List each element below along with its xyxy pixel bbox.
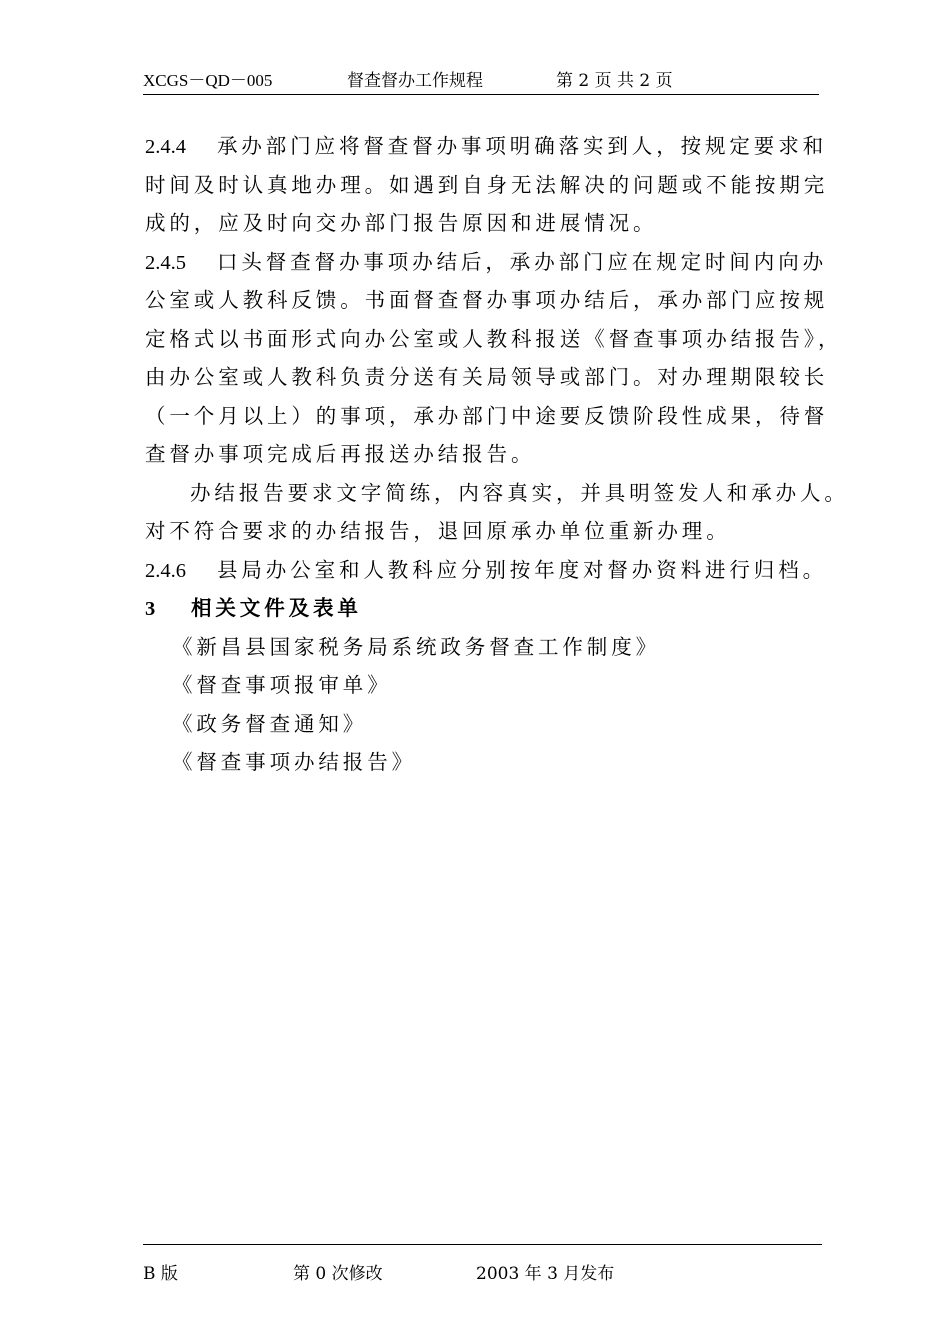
version-label: B 版 <box>143 1264 178 1284</box>
related-doc-item: 《政务督查通知》 <box>172 711 368 736</box>
section-3-heading <box>145 593 825 632</box>
clause-number: 2.4.6 <box>145 559 186 582</box>
document-title: 督查督办工作规程 <box>347 71 483 91</box>
section-title: 相关文件及表单 <box>191 596 362 620</box>
clause-2-4-4-line-1: 2.4.4 承办部门应将督查督办事项明确落实到人，按规定要求和 <box>145 131 825 170</box>
report-paragraph-line-2: 对不符合要求的办结报告，退回原承办单位重新办理。 <box>145 519 731 543</box>
report-paragraph-line-1: 办结报告要求文字简练，内容真实，并具明签发人和承办人。 <box>190 480 849 505</box>
related-doc-item: 《督查事项办结报告》 <box>172 750 416 774</box>
clause-2-4-6-line-1: 2.4.6 县局办公室和人教科应分别按年度对督办资料进行归档。 <box>145 555 825 594</box>
document-body <box>145 131 849 786</box>
clause-2-4-5-line-3: 定格式以书面形式向办公室或人教科报送《督查事项办结报告》， <box>145 326 843 351</box>
revision-label: 第 0 次修改 <box>293 1264 383 1284</box>
related-doc-item: 《督查事项报审单》 <box>172 673 392 697</box>
page-footer <box>143 1244 822 1285</box>
clause-number: 2.4.5 <box>145 251 186 274</box>
clause-2-4-5-line-2: 公室或人教科反馈。书面督查督办事项办结后，承办部门应按规 <box>145 288 829 312</box>
page-number: 第 2 页 共 2 页 <box>556 71 673 91</box>
section-number: 3 <box>145 598 156 620</box>
clause-2-4-5-line-1: 2.4.5 口头督查督办事项办结后，承办部门应在规定时间内向办 <box>145 247 825 286</box>
clause-2-4-4-line-3: 成的，应及时向交办部门报告原因和进展情况。 <box>145 211 658 235</box>
clause-number: 2.4.4 <box>145 136 186 158</box>
publish-date: 2003 年 3 月发布 <box>476 1264 615 1284</box>
related-doc-item: 《新昌县国家税务局系统政务督查工作制度》 <box>172 634 660 659</box>
clause-2-4-5-line-5: （一个月以上）的事项，承办部门中途要反馈阶段性成果，待督 <box>145 403 829 428</box>
clause-2-4-5-line-6: 查督办事项完成后再报送办结报告。 <box>145 442 536 466</box>
page-header <box>143 64 819 95</box>
document-code: XCGS－QD－005 <box>143 71 273 90</box>
clause-2-4-5-line-4: 由办公室或人教科负责分送有关局领导或部门。对办理期限较长 <box>145 365 829 389</box>
clause-2-4-4-line-2: 时间及时认真地办理。如遇到自身无法解决的问题或不能按期完 <box>145 172 829 197</box>
